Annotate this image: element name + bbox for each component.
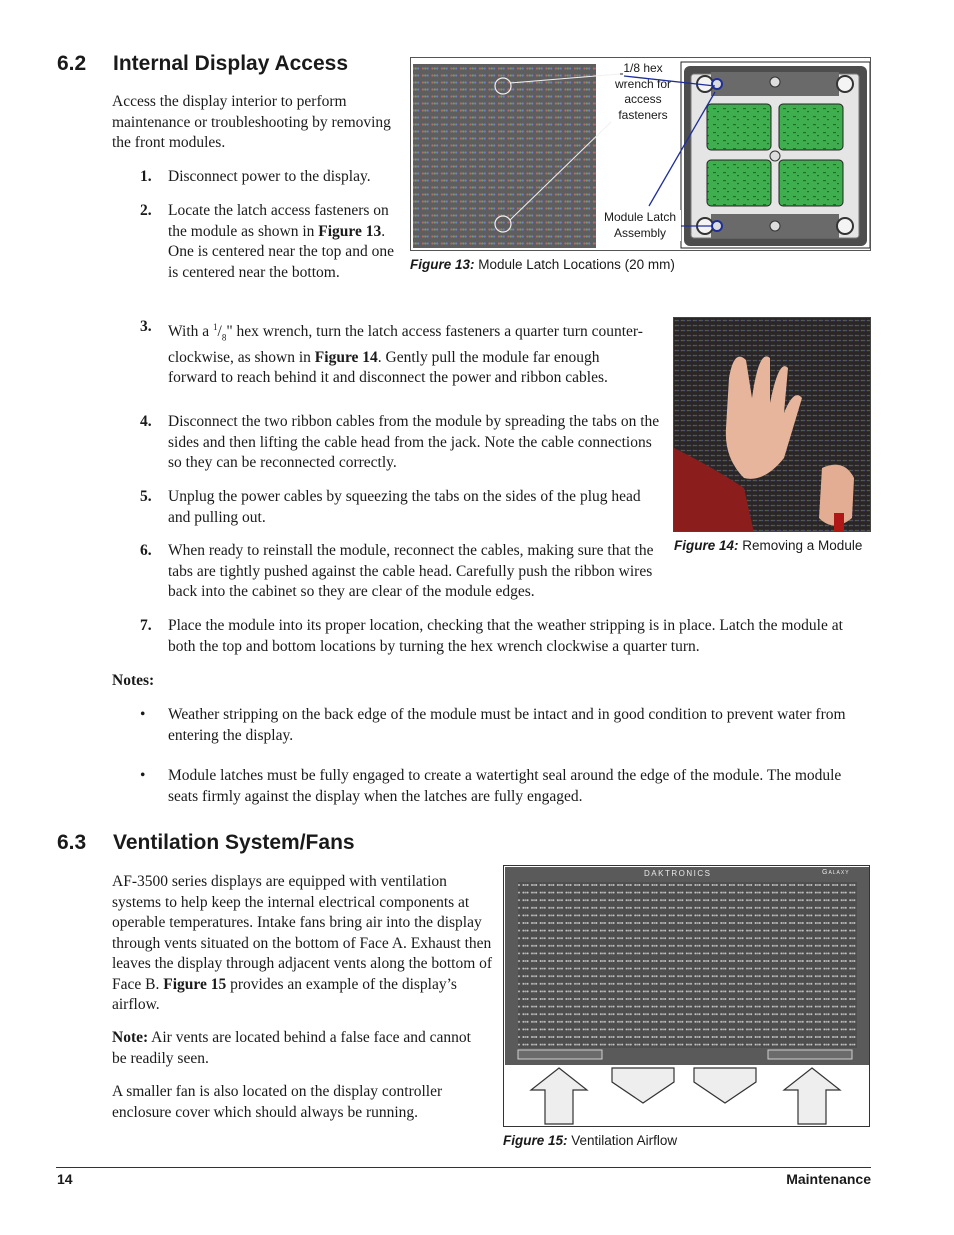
intake-vent xyxy=(518,1050,602,1059)
ventilation-paragraph: AF-3500 series displays are equipped with ventilation systems to help keep the internal electrical components at operable temperatures. Intake fans bring air into the display through vents situated on the bottom of Face A. Exhaust then leaves the display through adjacent vents along the bottom of Face B. Figure 15 provides an example of the display’s airflow. xyxy=(112,873,493,1013)
step-2: 2. Locate the latch access fasteners on the module as shown in Figure 13. One is centered near the top and one is centered near the bottom. xyxy=(140,202,394,281)
note-2: • Module latches must be fully engaged to create a watertight seal around the edge of the module. The module seats firmly against the display when the latches are fully engaged. xyxy=(140,767,842,805)
vent-note-paragraph: Note: Air vents are located behind a false face and cannot be readily seen. xyxy=(112,1029,471,1067)
step-6: 6. When ready to reinstall the module, reconnect the cables, making sure that the tabs are tightly pushed against the cable head. Carefully push the ribbon wires back into the cabinet so they are clear of the module edges. xyxy=(140,542,654,600)
section-number: 6.2 xyxy=(57,52,87,75)
step-3: 3. With a $^1/_8$" hex wrench, turn the latch access fasteners a quarter turn counter-clockwise, as shown in Figure 14. Gently pull the module far enough forward to reach behind it and disconnect the power and ribbon cables. xyxy=(140,318,643,387)
bottom-latch-icon xyxy=(712,221,722,231)
top-latch-icon xyxy=(712,79,722,89)
brand-galaxy: Galaxy xyxy=(822,869,850,876)
figure-13-image xyxy=(410,57,871,251)
figure-15-caption: Figure 15: Ventilation Airflow xyxy=(503,1133,678,1148)
intake-arrow-icon xyxy=(784,1068,840,1124)
step-4: 4. Disconnect the two ribbon cables from the module by spreading the tabs on the sides and then lifting the cable head from the jack. Note the cable connections so they can be reconnected correctly. xyxy=(140,413,660,471)
exhaust-arrow-icon xyxy=(694,1068,756,1103)
intake-arrow-icon xyxy=(531,1068,587,1124)
section-title: Internal Display Access xyxy=(113,52,348,75)
note-1: • Weather stripping on the back edge of the module must be intact and in good condition to prevent water from entering the display. xyxy=(140,706,846,744)
exhaust-vent xyxy=(768,1050,852,1059)
section-number: 6.3 xyxy=(57,831,87,854)
annotation-hex-wrench: 1/8 hex wrench for access fasteners xyxy=(614,61,672,122)
figure-14-ref[interactable]: Figure 14 xyxy=(314,348,378,366)
section-title: Ventilation System/Fans xyxy=(113,831,355,854)
notes-label: Notes: xyxy=(112,672,155,689)
corner-screw-icon xyxy=(837,218,853,234)
step-1: 1. Disconnect power to the display. xyxy=(140,168,371,185)
figure-13-ref[interactable]: Figure 13 xyxy=(318,222,382,240)
bullet-icon: • xyxy=(140,767,146,784)
footer-rule xyxy=(56,1167,871,1168)
annotation-module-latch: Module Latch Assembly xyxy=(599,210,681,241)
ventilation-airflow-illustration xyxy=(504,866,870,1127)
led-module-front xyxy=(413,64,596,248)
figure-14-photo xyxy=(673,317,871,532)
figure-13-caption: Figure 13: Module Latch Locations (20 mm) xyxy=(410,257,675,272)
figure-14-caption: Figure 14: Removing a Module xyxy=(674,538,863,553)
step-7: 7. Place the module into its proper location, checking that the weather stripping is in place. Latch the module at both the top and bottom locations by turning the hex wrench clockwise a quarter turn. xyxy=(140,617,843,655)
figure-15-ref[interactable]: Figure 15 xyxy=(163,975,227,993)
page-number: 14 xyxy=(57,1171,73,1187)
section-6-3-heading xyxy=(57,831,387,857)
fan-paragraph: A smaller fan is also located on the display controller enclosure cover which should always be running. xyxy=(112,1083,443,1121)
figure-15-image xyxy=(503,865,870,1127)
section-6-2-heading xyxy=(57,52,387,78)
step-5: 5. Unplug the power cables by squeezing the tabs on the sides of the plug head and pulling out. xyxy=(140,488,641,526)
intro-paragraph: Access the display interior to perform maintenance or troubleshooting by removing the front modules. xyxy=(112,93,391,151)
corner-screw-icon xyxy=(837,76,853,92)
footer-section: Maintenance xyxy=(786,1171,871,1187)
bullet-icon: • xyxy=(140,706,146,723)
removing-module-photo xyxy=(674,318,871,532)
brand-daktronics: DAKTRONICS xyxy=(644,869,712,878)
led-face xyxy=(518,882,857,1048)
exhaust-arrow-icon xyxy=(612,1068,674,1103)
wrench-handle xyxy=(834,513,844,532)
